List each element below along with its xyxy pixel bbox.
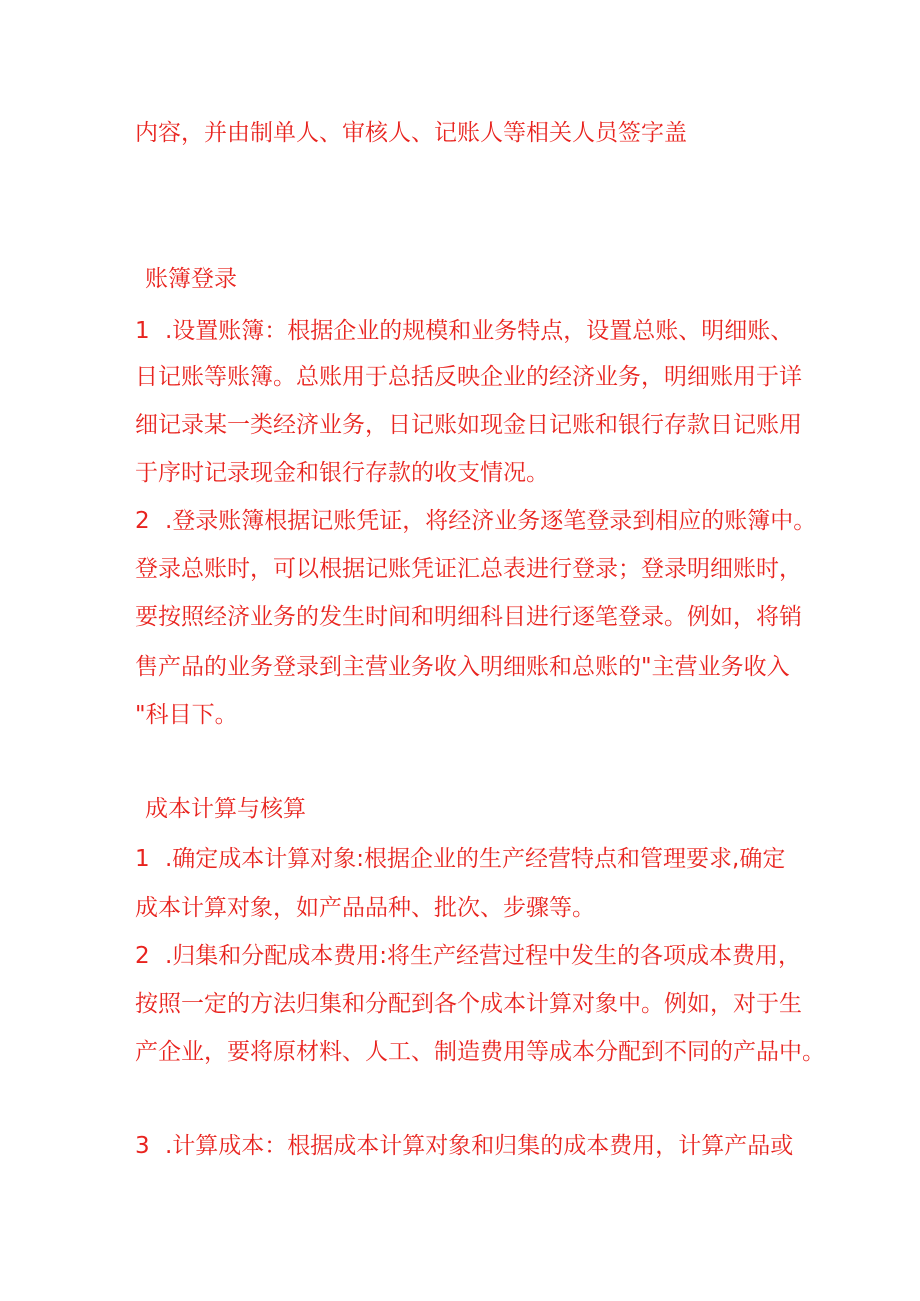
ledger-item2-line4: 售产品的业务登录到主营业务收入明细账和总账的"主营业务收入 (135, 654, 790, 680)
section-heading-ledger: 账簿登录 (145, 266, 237, 292)
cost-item2-line3: 产企业，要将原材料、人工、制造费用等成本分配到不同的产品中。 (135, 1039, 825, 1065)
cost-item1-line2: 成本计算对象，如产品品种、批次、步骤等。 (135, 895, 595, 921)
ledger-item2-line3: 要按照经济业务的发生时间和明细科目进行逐笔登录。例如，将销 (135, 604, 802, 630)
ledger-item1-line1 (135, 316, 793, 346)
cost-item2-line2: 按照一定的方法归集和分配到各个成本计算对象中。例如，对于生 (135, 991, 802, 1017)
item-number: 1 (135, 846, 150, 872)
item-text: .确定成本计算对象:根据企业的生产经营特点和管理要求,确定 (165, 846, 786, 872)
item-number: 3 (135, 1133, 150, 1159)
ledger-item1-line2: 日记账等账簿。总账用于总括反映企业的经济业务，明细账用于详 (135, 364, 802, 390)
item-text: .设置账簿：根据企业的规模和业务特点，设置总账、明细账、 (165, 318, 794, 344)
item-number: 2 (135, 943, 150, 969)
item-text: .归集和分配成本费用:将生产经营过程中发生的各项成本费用， (165, 943, 802, 969)
cost-item3-line1 (135, 1131, 793, 1161)
cost-item2-line1 (135, 941, 801, 971)
item-number: 1 (135, 318, 150, 344)
ledger-item1-line3: 细记录某一类经济业务，日记账如现金日记账和银行存款日记账用 (135, 412, 802, 438)
ledger-item2-line5: "科目下。 (135, 702, 238, 728)
ledger-item2-line2: 登录总账时，可以根据记账凭证汇总表进行登录；登录明细账时， (135, 556, 802, 582)
item-text: .登录账簿根据记账凭证，将经济业务逐笔登录到相应的账簿中。 (165, 508, 817, 534)
section-heading-cost: 成本计算与核算 (145, 796, 306, 822)
intro-line: 内容，并由制单人、审核人、记账人等相关人员签字盖 (135, 120, 687, 146)
ledger-item2-line1 (135, 506, 816, 536)
item-number: 2 (135, 508, 150, 534)
ledger-item1-line4: 于序时记录现金和银行存款的收支情况。 (135, 460, 549, 486)
item-text: .计算成本：根据成本计算对象和归集的成本费用，计算产品或 (165, 1133, 794, 1159)
cost-item1-line1 (135, 844, 785, 874)
